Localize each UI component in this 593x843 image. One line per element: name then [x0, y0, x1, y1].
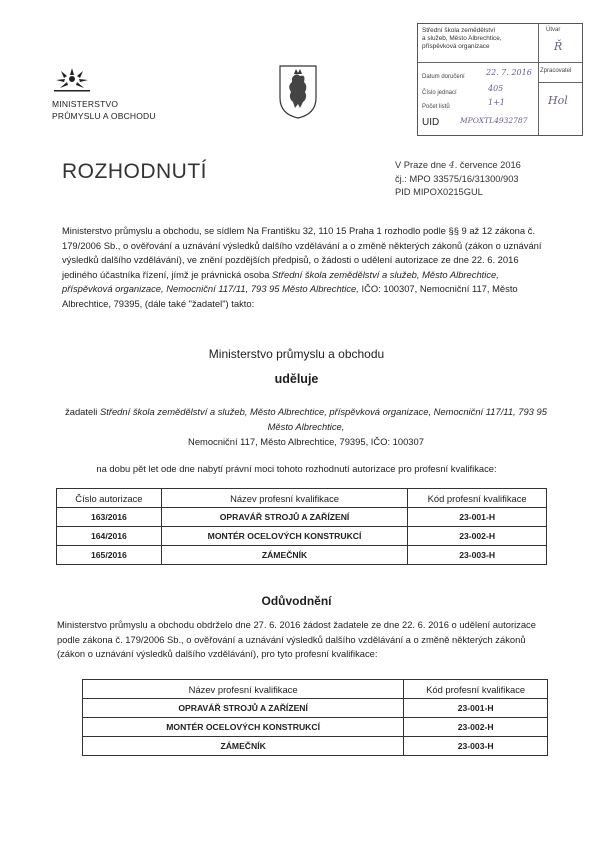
ministry-name-line2: PRŮMYSLU A OBCHODU — [52, 111, 156, 121]
table-cell: 23-001-H — [404, 699, 548, 718]
stamp-divider — [538, 82, 582, 83]
ministry-logo — [52, 66, 162, 121]
table-cell: 163/2016 — [57, 508, 162, 527]
table-row — [57, 508, 547, 527]
table-row — [57, 527, 547, 546]
stamp-organization — [422, 27, 532, 51]
table-cell: 23-002-H — [408, 527, 547, 546]
ministry-emblem-icon — [52, 66, 92, 92]
intro-text: Ministerstvo průmyslu a obchodu, se sídlem Na Františku 32, 110 15 Praha 1 rozhodlo podle §§ 9 až 12 zákona č. 179/2006 Sb., o ověřování a uznávání výsledků dalšího vzdělávání a o změně některých zákonů (zákon o uznávání výsledků dalšího vzdělávání), ve znění pozdějších předpisů, o žádosti o udělení autorizace ze dne 22. 6. 2016 jediného účastníka řízení, jímž je právnická osoba — [62, 225, 542, 280]
reasoning-heading: Odůvodnění — [261, 594, 332, 608]
applicant-line — [52, 404, 560, 434]
applicant-prefix: žadateli — [65, 406, 100, 417]
table-cell: 23-001-H — [408, 508, 547, 527]
stamp-utvar-value: Ř — [554, 40, 563, 53]
ministry-name-line1: MINISTERSTVO — [52, 99, 119, 109]
date-rest: . července 2016 — [454, 160, 521, 170]
authorization-table — [56, 488, 547, 565]
table-header: Název profesní kvalifikace — [161, 489, 407, 508]
table-header: Kód profesní kvalifikace — [408, 489, 547, 508]
stamp-listu-label: Počet listů — [422, 104, 450, 110]
stamp-org-line2: a služeb, Město Albrechtice, — [422, 35, 502, 42]
table-cell: 23-003-H — [404, 737, 548, 756]
table-cell: OPRAVÁŘ STROJŮ A ZAŘÍZENÍ — [161, 508, 407, 527]
table-row — [83, 699, 548, 718]
coat-of-arms-icon — [278, 64, 318, 120]
table-cell: MONTÉR OCELOVÝCH KONSTRUKCÍ — [83, 718, 404, 737]
stamp-utvar-label: Útvar — [546, 27, 561, 33]
table-header: Název profesní kvalifikace — [83, 680, 404, 699]
table-row — [83, 718, 548, 737]
stamp-org-line1: Střední škola zemědělství — [422, 27, 496, 34]
applicant-block — [52, 404, 560, 449]
table-cell: ZÁMEČNÍK — [161, 546, 407, 565]
receipt-stamp — [417, 23, 583, 136]
pid-number: PID MIPOX0215GUL — [395, 187, 483, 197]
stamp-zpracovatel-value: Hol — [548, 94, 568, 107]
stamp-uid-value: MPOXTL4932787 — [460, 116, 528, 125]
table-header-row — [57, 489, 547, 508]
intro-applicant-name: Střední škola zemědělství a služeb, Město Albrechtice, příspěvková organizace, Nemocniční 117/11, 793 95 Město Albrechtice, — [62, 268, 499, 295]
stamp-uid-label: UID — [422, 117, 440, 128]
applicant-address: Nemocniční 117, Město Albrechtice, 79395, IČO: 100307 — [188, 436, 424, 447]
table-cell: ZÁMEČNÍK — [83, 737, 404, 756]
qualification-table — [82, 679, 548, 756]
intro-text-end: IČO: 100307, Nemocniční 117, Město Albrechtice, 79395, (dále také "žadatel") takto: — [62, 283, 518, 309]
date-prefix: V Praze dne — [395, 160, 447, 170]
reasoning-paragraph: Ministerstvo průmyslu a obchodu obdrželo dne 27. 6. 2016 žádost žadatele ze dne 22. 6. 2016 o udělení autorizace podle zákona č. 179/2006 Sb., o ověřování a uznávání výsledků dalšího vzdělávání a o změně některých zákonů (zákon o uznávání výsledků dalšího vzdělávání), pro tyto profesní kvalifikace: — [57, 619, 536, 660]
document-title: ROZHODNUTÍ — [62, 160, 207, 183]
table-row — [83, 737, 548, 756]
stamp-divider — [418, 62, 582, 63]
period-text: na dobu pět let ode dne nabytí právní moci tohoto rozhodnutí autorizace pro profesní kvalifikace: — [96, 463, 497, 474]
stamp-doruceni-value: 22. 7. 2016 — [486, 68, 532, 77]
intro-paragraph — [62, 224, 546, 312]
document-meta — [395, 159, 521, 200]
stamp-listu-value: 1+1 — [488, 98, 505, 107]
applicant-name: Střední škola zemědělství a služeb, Město Albrechtice, příspěvková organizace, Nemocniční 117/11, 793 95 Město Albrechtice, — [99, 406, 547, 432]
document-date — [395, 159, 521, 173]
stamp-org-line3: příspěvková organizace — [422, 43, 490, 50]
stamp-doruceni-label: Datum doručení — [422, 74, 465, 80]
reference-number: čj.: MPO 33575/16/31300/903 — [395, 173, 519, 184]
date-day: 4 — [448, 160, 455, 171]
table-cell: 164/2016 — [57, 527, 162, 546]
stamp-divider — [538, 24, 539, 135]
table-header: Kód profesní kvalifikace — [404, 680, 548, 699]
table-cell: OPRAVÁŘ STROJŮ A ZAŘÍZENÍ — [83, 699, 404, 718]
state-emblem — [278, 64, 318, 120]
table-cell: 165/2016 — [57, 546, 162, 565]
table-cell: MONTÉR OCELOVÝCH KONSTRUKCÍ — [161, 527, 407, 546]
stamp-zpracovatel-label: Zpracovatel — [540, 68, 572, 74]
table-header: Číslo autorizace — [57, 489, 162, 508]
table-header-row — [83, 680, 548, 699]
table-row — [57, 546, 547, 565]
table-cell: 23-003-H — [408, 546, 547, 565]
table-cell: 23-002-H — [404, 718, 548, 737]
stamp-jednaci-value: 405 — [488, 84, 504, 93]
stamp-jednaci-label: Číslo jednací — [422, 90, 457, 96]
ministry-heading: Ministerstvo průmyslu a obchodu — [208, 347, 385, 361]
grant-heading: uděluje — [274, 372, 319, 386]
